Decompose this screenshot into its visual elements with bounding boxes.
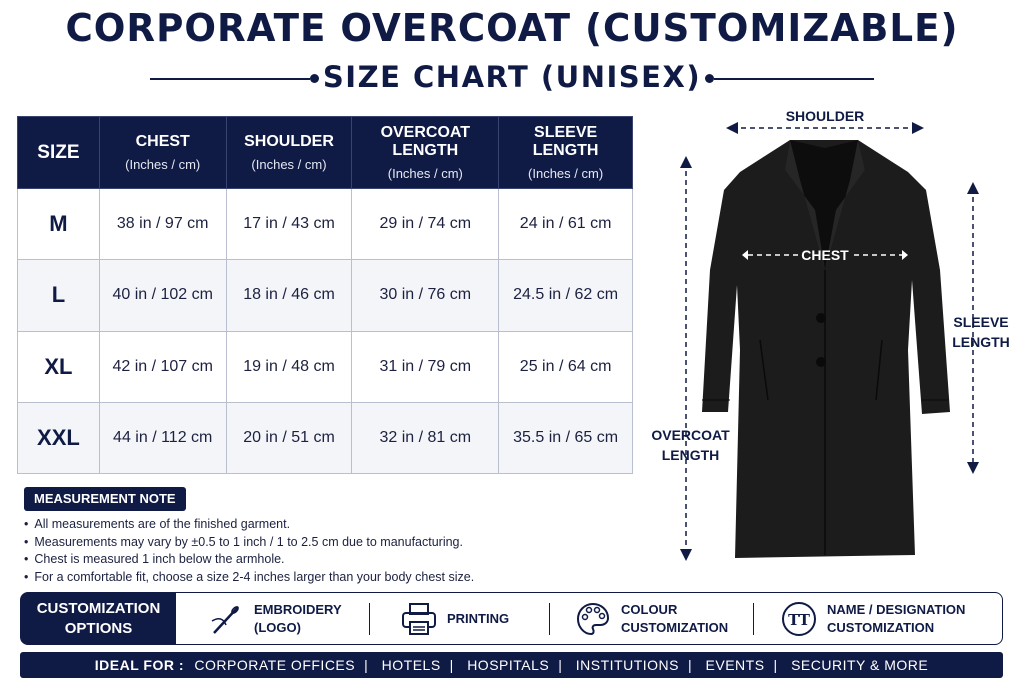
table-row [18,260,633,331]
table-cell: 18 in / 46 cm [226,260,352,331]
ideal-for-item: EVENTS [705,657,765,673]
page-subtitle: SIZE CHART (UNISEX) [322,60,702,94]
shoulder-label: SHOULDER [785,108,865,124]
table-row [18,331,633,402]
divider [753,603,754,635]
coat-illustration [702,140,950,558]
table-cell: 17 in / 43 cm [226,189,352,260]
header-size: SIZE [18,117,100,189]
ideal-for-item: HOTELS [381,657,441,673]
table-cell: 19 in / 48 cm [226,331,352,402]
ideal-for-bar: IDEAL FOR : CORPORATE OFFICES | HOTELS | HOSPITALS | INSTITUTIONS | EVENTS | SECURITY & MORE [20,652,1003,678]
table-cell: 38 in / 97 cm [99,189,226,260]
table-cell: 20 in / 51 cm [226,402,352,473]
size-cell: XXL [18,402,100,473]
table-cell: 29 in / 74 cm [352,189,499,260]
list-item: • Measurements may vary by ±0.5 to 1 inch / 1 to 2.5 cm due to manufacturing. [24,534,474,552]
svg-text:TT: TT [788,610,810,629]
ideal-for-item: CORPORATE OFFICES [194,657,356,673]
table-header-row [18,117,633,189]
measurement-note-badge: MEASUREMENT NOTE [24,487,186,511]
table-cell: 40 in / 102 cm [99,260,226,331]
table-cell: 24.5 in / 62 cm [499,260,633,331]
table-cell: 32 in / 81 cm [352,402,499,473]
size-cell: XL [18,331,100,402]
ideal-for-item: HOSPITALS [467,657,550,673]
table-cell: 31 in / 79 cm [352,331,499,402]
header-shoulder: SHOULDER (Inches / cm) [226,117,352,189]
table-cell: 35.5 in / 65 cm [499,402,633,473]
table-row [18,189,633,260]
chest-label: CHEST [801,247,849,263]
table-row [18,402,633,473]
size-chart-table [17,116,633,474]
ideal-for-item: SECURITY & MORE [791,657,929,673]
measurement-note-list [24,516,474,586]
printer-icon [399,599,439,639]
subtitle-rule-right [714,78,874,80]
option-embroidery: EMBROIDERY (LOGO) [206,593,342,644]
needle-icon [206,599,246,639]
overcoat-length-label: OVERCOAT LENGTH [651,427,730,463]
table-cell: 42 in / 107 cm [99,331,226,402]
divider [369,603,370,635]
subtitle-dot-right [705,74,714,83]
customization-title: CUSTOMIZATION OPTIONS [21,593,176,644]
table-cell: 44 in / 112 cm [99,402,226,473]
list-item: • Chest is measured 1 inch below the armhole. [24,551,474,569]
header-sleeve-length: SLEEVE LENGTH (Inches / cm) [499,117,633,189]
size-cell: L [18,260,100,331]
option-colour: COLOUR CUSTOMIZATION [573,593,728,644]
customization-options-bar [20,592,1003,645]
text-icon [779,599,819,639]
table-cell: 25 in / 64 cm [499,331,633,402]
option-printing: PRINTING [399,593,509,644]
subtitle-row [0,58,1024,98]
list-item: • For a comfortable fit, choose a size 2-4 inches larger than your body chest size. [24,569,474,587]
header-overcoat-length: OVERCOAT LENGTH (Inches / cm) [352,117,499,189]
header-chest: CHEST (Inches / cm) [99,117,226,189]
table-cell: 30 in / 76 cm [352,260,499,331]
sleeve-length-label: SLEEVE LENGTH [952,314,1010,350]
palette-icon [573,599,613,639]
ideal-for-item: INSTITUTIONS [575,657,679,673]
divider [549,603,550,635]
list-item: • All measurements are of the finished garment. [24,516,474,534]
table-cell: 24 in / 61 cm [499,189,633,260]
option-name-designation: TT NAME / DESIGNATION CUSTOMIZATION [779,593,965,644]
page-title: CORPORATE OVERCOAT (CUSTOMIZABLE) [65,6,959,50]
size-cell: M [18,189,100,260]
ideal-for-lead: IDEAL FOR : [94,657,185,673]
